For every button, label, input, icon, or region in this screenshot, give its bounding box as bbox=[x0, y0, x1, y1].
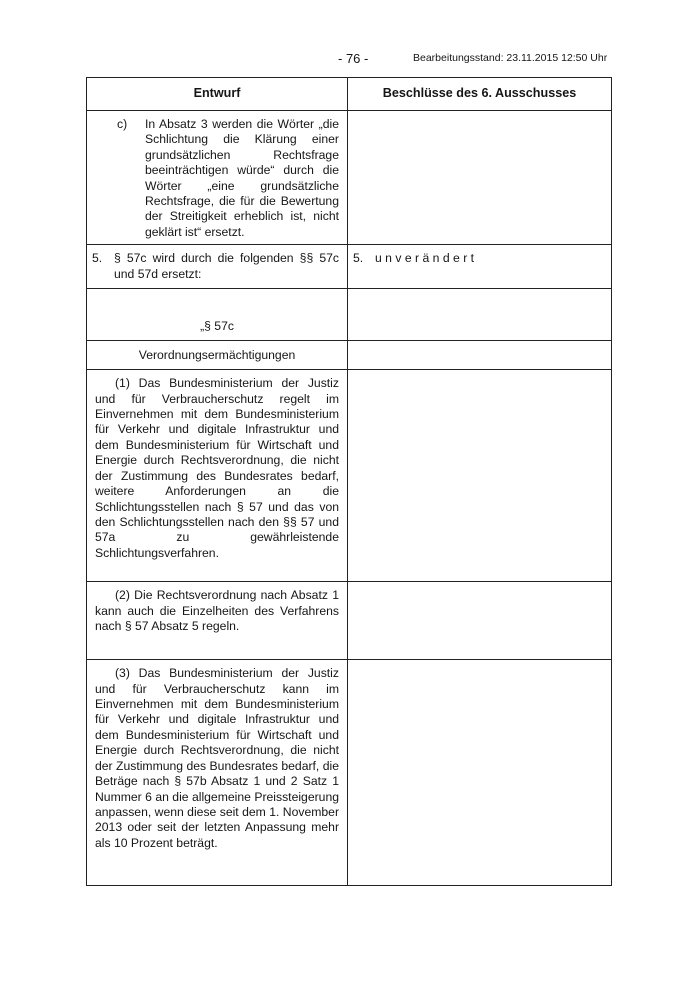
section-heading: „§ 57c bbox=[200, 318, 234, 333]
table-header-row bbox=[87, 78, 612, 111]
empty-cell bbox=[348, 341, 612, 370]
item-label: c) bbox=[117, 117, 128, 131]
empty-cell bbox=[348, 660, 612, 886]
paragraph-1: (1) Das Bundesministerium der Justiz und für Verbraucherschutz regelt im Einvernehmen mit dem Bundesministerium für Verkehr und digitale Infrastruktur und dem Bundesministerium für Wirtschaft und Energie durch Rechtsverordnung, die nicht der Zustimmung des Bundesrates bedarf, weitere Anforderungen an die Schlichtungsstellen nach § 57 und das von den Schlichtungsstellen nach den §§ 57 und 57a zu gewährleistende Schlichtungsverfahren. bbox=[95, 376, 339, 560]
table-row bbox=[87, 111, 612, 245]
table-row bbox=[87, 245, 612, 289]
table-row bbox=[87, 582, 612, 660]
item-text: § 57c wird durch die folgenden §§ 57c und 57d ersetzt: bbox=[114, 251, 339, 281]
item-text: In Absatz 3 werden die Wörter „die Schlichtung die Klärung einer grundsätzlichen Rechtsfrage beeinträchtigen würde“ durch die Wörter „eine grundsätzliche Rechtsfrage, die für die Bewertung der Streitigkeit erheblich ist, nicht geklärt ist“ ersetzt. bbox=[145, 117, 339, 239]
resolution-item-5 bbox=[348, 245, 611, 270]
section-title: Verordnungsermächtigungen bbox=[138, 347, 296, 362]
item-c bbox=[87, 111, 347, 244]
column-header-resolutions: Beschlüsse des 6. Ausschusses bbox=[348, 78, 612, 111]
item-label: 5. bbox=[353, 251, 364, 266]
table-row bbox=[87, 370, 612, 582]
empty-cell bbox=[348, 111, 612, 245]
table-row bbox=[87, 289, 612, 341]
resolution-text: unverändert bbox=[375, 251, 478, 266]
table-row bbox=[87, 660, 612, 886]
item-label: 5. bbox=[92, 251, 103, 266]
paragraph-2: (2) Die Rechtsverordnung nach Absatz 1 kann auch die Einzelheiten des Verfahrens nach § 57 Absatz 5 regeln. bbox=[95, 588, 339, 634]
paragraph-3: (3) Das Bundesministerium der Justiz und für Verbraucherschutz kann im Einvernehmen mit dem Bundesministerium für Verkehr und digitale Infrastruktur und dem Bundesministerium für Wirtschaft und Energie durch Rechtsverordnung, die nicht der Zustimmung des Bundesrates bedarf, die Beträge nach § 57b Absatz 1 und 2 Satz 1 Nummer 6 an die allgemeine Preissteigerung anpassen, wenn diese seit dem 1. November 2013 oder seit der letzten Anpassung mehr als 10 Prozent beträgt. bbox=[95, 666, 339, 850]
empty-cell bbox=[348, 289, 612, 341]
editing-status: Bearbeitungsstand: 23.11.2015 12:50 Uhr bbox=[413, 52, 608, 64]
item-5 bbox=[87, 245, 347, 286]
synopsis-table bbox=[86, 77, 612, 886]
empty-cell bbox=[348, 582, 612, 660]
column-header-draft: Entwurf bbox=[87, 78, 348, 111]
page-number: - 76 - bbox=[338, 51, 369, 66]
table-row bbox=[87, 341, 612, 370]
empty-cell bbox=[348, 370, 612, 582]
